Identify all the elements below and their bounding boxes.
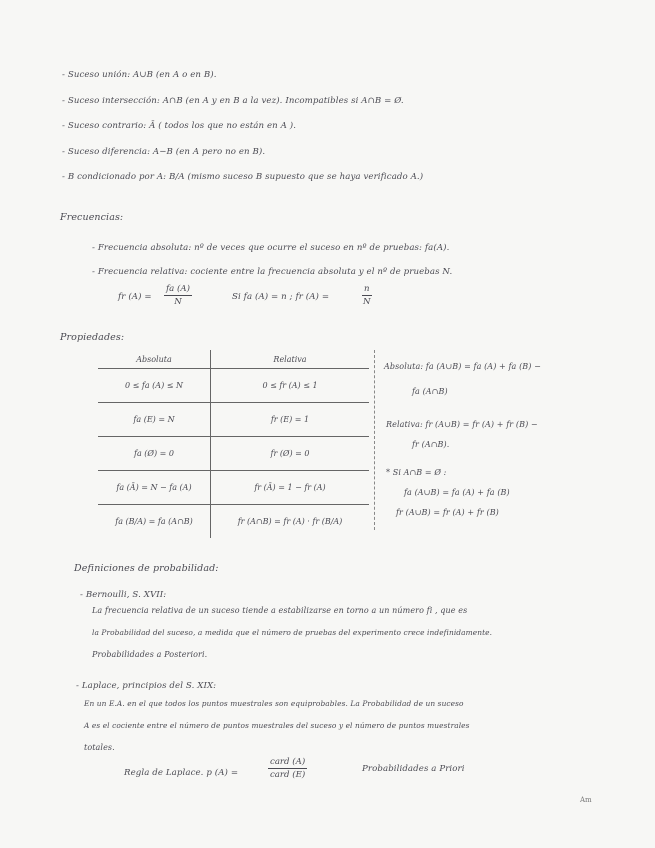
fraction-numerator: n — [364, 284, 370, 294]
fraction-denominator: N — [363, 297, 371, 307]
table-cell: fr (Ā) = 1 − fr (A) — [254, 483, 326, 492]
table-header-cell: Absoluta — [98, 350, 211, 369]
right-absoluta-1: Absoluta: fa (A∪B) = fa (A) + fa (B) − — [384, 362, 541, 371]
formula-fr-fraction — [164, 284, 192, 307]
regla-laplace: Regla de Laplace. p (A) = — [124, 768, 239, 778]
right-absoluta-2: fa (A∩B) — [412, 387, 448, 396]
line-frecuencia-absoluta: - Frecuencia absoluta: nº de veces que ocurre el suceso en nº de pruebas: fa(A). — [92, 243, 450, 253]
heading-definiciones: Definiciones de probabilidad: — [74, 563, 219, 574]
right-eq-relativa: fr (A∪B) = fr (A) + fr (B) — [396, 508, 499, 517]
table-cell: fr (Ø) = 0 — [270, 449, 310, 458]
table-cell: fr (E) = 1 — [270, 415, 310, 424]
laplace-line-2: A es el cociente entre el número de puntos muestrales del suceso y el número de puntos muestrales — [84, 721, 470, 730]
right-relativa-1: Relativa: fr (A∪B) = fr (A) + fr (B) − — [386, 420, 538, 429]
fraction-denominator: N — [174, 297, 182, 307]
regla-fraction — [268, 757, 307, 780]
table-cell: fa (E) = N — [98, 403, 211, 437]
formula-fr-left: fr (A) = — [118, 292, 152, 302]
laplace-line-3: totales. — [84, 743, 115, 752]
table-cell: fa (B/A) = fa (A∩B) — [98, 505, 211, 539]
table-cell: 0 ≤ fr (A) ≤ 1 — [262, 381, 318, 390]
table-row — [98, 369, 369, 403]
formula-si-fraction — [362, 284, 372, 307]
heading-propiedades: Propiedades: — [60, 332, 125, 343]
corner-mark: Am — [580, 796, 592, 804]
line-interseccion: - Suceso intersección: A∩B (en A y en B a la vez). Incompatibles si A∩B = Ø. — [62, 96, 404, 106]
right-relativa-2: fr (A∩B). — [412, 440, 450, 449]
table-header-row — [98, 350, 369, 369]
line-diferencia: - Suceso diferencia: A−B (en A pero no en B). — [62, 147, 266, 157]
table-row — [98, 437, 369, 471]
properties-table — [98, 350, 369, 538]
fraction-numerator: card (A) — [270, 757, 306, 767]
line-condicionado: - B condicionado por A: B/A (mismo suceso B supuesto que se haya verificado A.) — [62, 172, 424, 182]
table-row — [98, 471, 369, 505]
bernoulli-line-3: Probabilidades a Posteriori. — [92, 650, 208, 659]
line-frecuencia-relativa: - Frecuencia relativa: cociente entre la frecuencia absoluta y el nº de pruebas N. — [92, 267, 453, 277]
table-header-cell: Relativa — [273, 354, 307, 364]
bernoulli-line-2: la Probabilidad del suceso, a medida que el número de pruebas del experimento crece indefinidamente. — [92, 628, 493, 637]
laplace-title: - Laplace, principios del S. XIX: — [76, 681, 217, 691]
line-contrario: - Suceso contrario: Ā ( todos los que no están en A ). — [62, 121, 297, 131]
table-row — [98, 403, 369, 437]
probabilidades-a-priori: Probabilidades a Priori — [362, 764, 465, 774]
fraction-denominator: card (E) — [269, 770, 306, 780]
table-cell: 0 ≤ fa (A) ≤ N — [98, 369, 211, 403]
formula-si-text: Si fa (A) = n ; fr (A) = — [232, 292, 330, 302]
bernoulli-line-1: La frecuencia relativa de un suceso tiende a estabilizarse en torno a un número fi , que es — [92, 606, 468, 615]
right-si-disjoint: * Si A∩B = Ø : — [386, 468, 447, 477]
table-row — [98, 505, 369, 539]
line-union: - Suceso unión: A∪B (en A o en B). — [62, 70, 217, 80]
laplace-line-1: En un E.A. en el que todos los puntos muestrales son equiprobables. La Probabilidad de un suceso — [84, 699, 464, 708]
table-cell: fr (A∩B) = fr (A) · fr (B/A) — [237, 517, 343, 526]
heading-frecuencias: Frecuencias: — [60, 212, 124, 223]
fraction-numerator: fa (A) — [166, 284, 190, 294]
right-eq-absoluta: fa (A∪B) = fa (A) + fa (B) — [404, 488, 510, 497]
column-divider — [374, 350, 375, 530]
table-cell: fa (Ā) = N − fa (A) — [98, 471, 211, 505]
table-cell: fa (Ø) = 0 — [98, 437, 211, 471]
bernoulli-title: - Bernoulli, S. XVII: — [80, 590, 167, 600]
